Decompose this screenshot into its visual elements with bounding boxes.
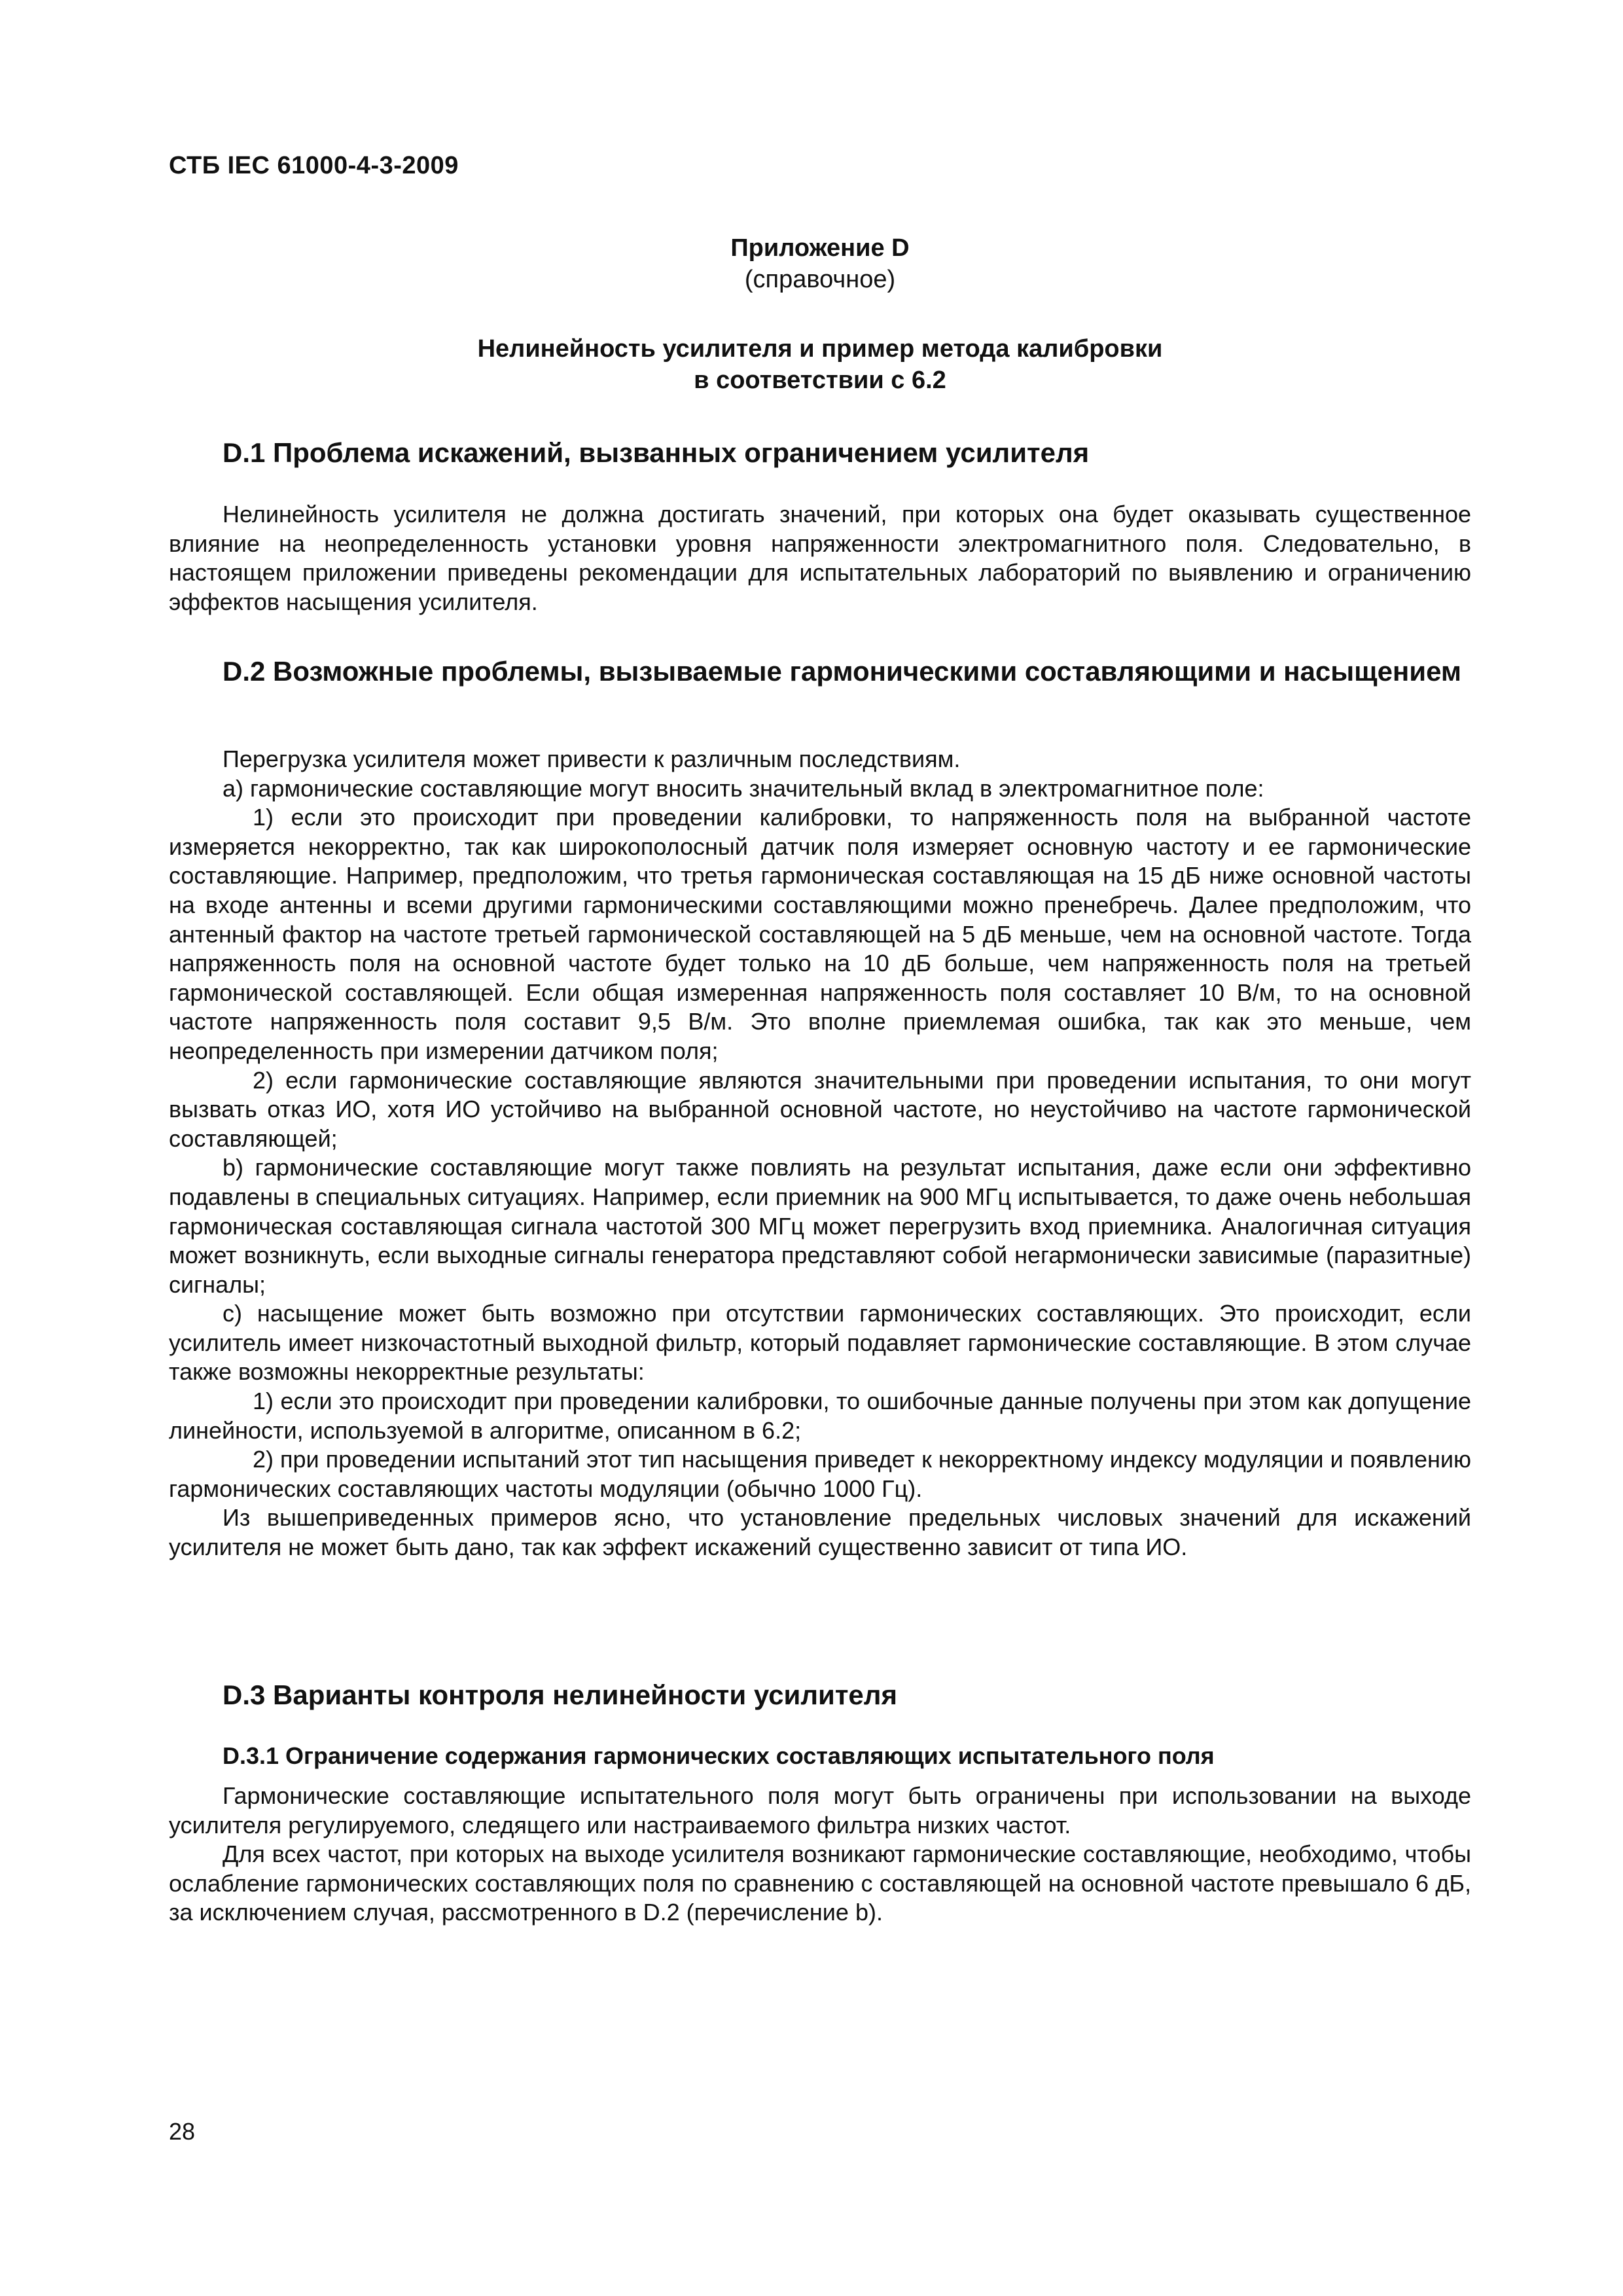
annex-subtitle: (справочное) <box>744 266 896 293</box>
section-d31-body <box>169 1782 1471 1928</box>
d2-intro-paragraph: Перегрузка усилителя может привести к различным последствиям. <box>223 745 961 772</box>
d2-item-c2: 2) при проведении испытаний этот тип насыщения приведет к некорректному индексу модуляции и появлению гармонических составляющих частоты модуляции (обычно 1000 Гц). <box>169 1446 1471 1502</box>
page-number: 28 <box>169 2118 196 2145</box>
d2-conclusion-paragraph: Из вышеприведенных примеров ясно, что установление предельных числовых значений для искажений усилителя не может быть дано, так как эффект искажений существенно зависит от типа ИО. <box>169 1504 1471 1561</box>
d31-paragraph-1: Гармонические составляющие испытательного поля могут быть ограничены при использовании на выходе усилителя регулируемого, следящего или настраиваемого фильтра низких частот. <box>169 1782 1471 1839</box>
section-d1-body <box>169 500 1471 617</box>
d2-item-c1: 1) если это происходит при проведении калибровки, то ошибочные данные получены при этом как допущение линейности, используемой в алгоритме, описанном в 6.2; <box>169 1388 1471 1444</box>
section-d2-heading: D.2 Возможные проблемы, вызываемые гармоническими составляющими и насыщением <box>223 656 1461 687</box>
section-d1-heading: D.1 Проблема искажений, вызванных ограничением усилителя <box>223 437 1090 468</box>
d2-item-c: c) насыщение может быть возможно при отсутствии гармонических составляющих. Это происходит, если усилитель имеет низкочастотный выходной фильтр, который подавляет гармонические составляющие. В этом случае также возможны некорректные результаты: <box>169 1300 1471 1386</box>
standard-code-header: СТБ IEC 61000-4-3-2009 <box>169 152 459 179</box>
section-d3-heading: D.3 Варианты контроля нелинейности усилителя <box>223 1679 897 1710</box>
d2-item-b: b) гармонические составляющие могут также повлиять на результат испытания, даже если они эффективно подавлены в специальных ситуациях. Например, если приемник на 900 МГц испытывается, то даже очень небольшая гармоническая составляющая сигнала частотой 300 МГц может перегрузить вход приемника. Аналогичная ситуация может возникнуть, если выходные сигналы генератора представляют собой негармонически зависимые (паразитные) сигналы; <box>169 1154 1471 1298</box>
annex-heading-line2: в соответствии с 6.2 <box>694 367 946 394</box>
section-d1-paragraph: Нелинейность усилителя не должна достигать значений, при которых она будет оказывать существенное влияние на неопределенность установки уровня напряженности электромагнитного поля. Следовательно, в настоящем приложении приведены рекомендации для испытательных лабораторий по выявлению и ограничению эффектов насыщения усилителя. <box>169 501 1471 615</box>
subsection-d31-heading: D.3.1 Ограничение содержания гармонических составляющих испытательного поля <box>223 1742 1215 1769</box>
d2-item-a2: 2) если гармонические составляющие являются значительными при проведении испытания, то они могут вызвать отказ ИО, хотя ИО устойчиво на выбранной основной частоте, но неустойчиво на частоте гармонической составляющей; <box>169 1066 1471 1152</box>
annex-heading-line1: Нелинейность усилителя и пример метода калибровки <box>477 335 1163 363</box>
d2-item-a1: 1) если это происходит при проведении калибровки, то напряженность поля на выбранной частоте измеряется некорректно, так как широкополосный датчик поля измеряет основную частоту и ее гармонические составляющие. Например, предположим, что третья гармоническая составляющая на 15 дБ ниже основной частоты на входе антенны и всеми другими гармоническими составляющими можно пренебречь. Далее предположим, что антенный фактор на частоте третьей гармонической составляющей на 5 дБ меньше, чем на основной частоте. Тогда напряженность поля на основной частоте будет только на 10 дБ больше, чем напряженность поля на третьей гармонической составляющей. Если общая измеренная напряженность поля составляет 10 В/м, то на основной частоте напряженность поля составит 9,5 В/м. Это вполне приемлемая ошибка, так как это меньше, чем неопределенность при измерении датчиком поля; <box>169 804 1471 1064</box>
d2-item-a: а) гармонические составляющие могут вносить значительный вклад в электромагнитное поле: <box>223 774 1264 802</box>
annex-title: Приложение D <box>730 234 910 262</box>
d31-paragraph-2: Для всех частот, при которых на выходе усилителя возникают гармонические составляющие, необходимо, чтобы ослабление гармонических составляющих поля по сравнению с составляющей на основной частоте превышало 6 дБ, за исключением случая, рассмотренного в D.2 (перечисление b). <box>169 1840 1471 1926</box>
section-d2-body <box>169 745 1471 1562</box>
